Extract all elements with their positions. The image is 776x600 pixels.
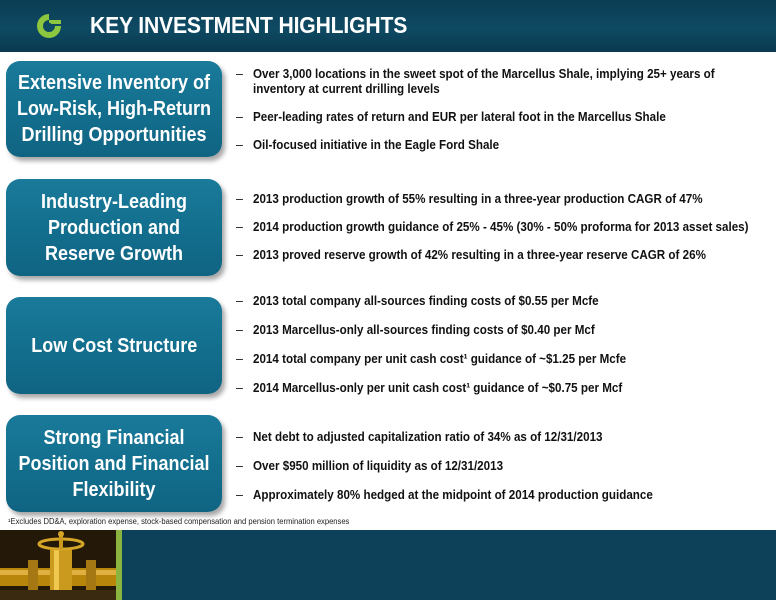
list-item: – 2014 production growth guidance of 25% - 45% (30% - 50% proforma for 2013 asset sales) [236, 220, 749, 234]
section-title: Extensive Inventory of Low-Risk, High-Return Drilling Opportunities [16, 72, 211, 146]
valve-image-icon [0, 530, 116, 600]
list-item: – 2013 proved reserve growth of 42% resulting in a three-year reserve CAGR of 26% [236, 248, 706, 262]
list-item: – 2013 production growth of 55% resulting in a three-year production CAGR of 47% [236, 192, 703, 206]
section-box-production [6, 179, 222, 276]
list-item: – Over $950 million of liquidity as of 12/31/2013 [236, 459, 504, 473]
list-item: – 2013 total company all-sources finding costs of $0.55 per Mcfe [236, 294, 599, 308]
list-item: – Peer-leading rates of return and EUR per lateral foot in the Marcellus Shale [236, 110, 666, 124]
list-item: – 2014 total company per unit cash cost¹ guidance of ~$1.25 per Mcfe [236, 352, 627, 366]
section-box-cost [6, 297, 222, 394]
section-box-inventory [6, 61, 222, 157]
list-item: – Net debt to adjusted capitalization ratio of 34% as of 12/31/2013 [236, 430, 603, 444]
company-logo-icon [34, 11, 64, 41]
header-bar [0, 0, 776, 52]
section-box-financial [6, 415, 222, 512]
section-title: Low Cost Structure [30, 334, 197, 357]
list-item: – 2014 Marcellus-only per unit cash cost¹ guidance of ~$0.75 per Mcf [236, 381, 623, 395]
list-item: – Approximately 80% hedged at the midpoint of 2014 production guidance [236, 488, 653, 502]
section-title: Industry-Leading Production and Reserve Growth [40, 190, 187, 265]
bullet-list-inventory [236, 67, 756, 153]
page-title: KEY INVESTMENT HIGHLIGHTS [90, 12, 408, 38]
footnote: ¹Excludes DD&A, exploration expense, stock-based compensation and pension termination expenses [8, 517, 350, 526]
list-item: – Oil-focused initiative in the Eagle Ford Shale [236, 138, 500, 152]
list-item: – 2013 Marcellus-only all-sources finding costs of $0.40 per Mcf [236, 323, 595, 337]
gas-well-valve-photo [0, 530, 116, 600]
bullet-list-production [236, 192, 756, 263]
bullet-list-financial [236, 430, 756, 503]
section-title: Strong Financial Position and Financial Flexibility [18, 426, 210, 501]
bullet-list-cost [236, 294, 756, 396]
list-item: – Over 3,000 locations in the sweet spot of the Marcellus Shale, implying 25+ years of inventory at current drilling levels [236, 67, 715, 96]
footer-accent-stripe [116, 530, 122, 600]
